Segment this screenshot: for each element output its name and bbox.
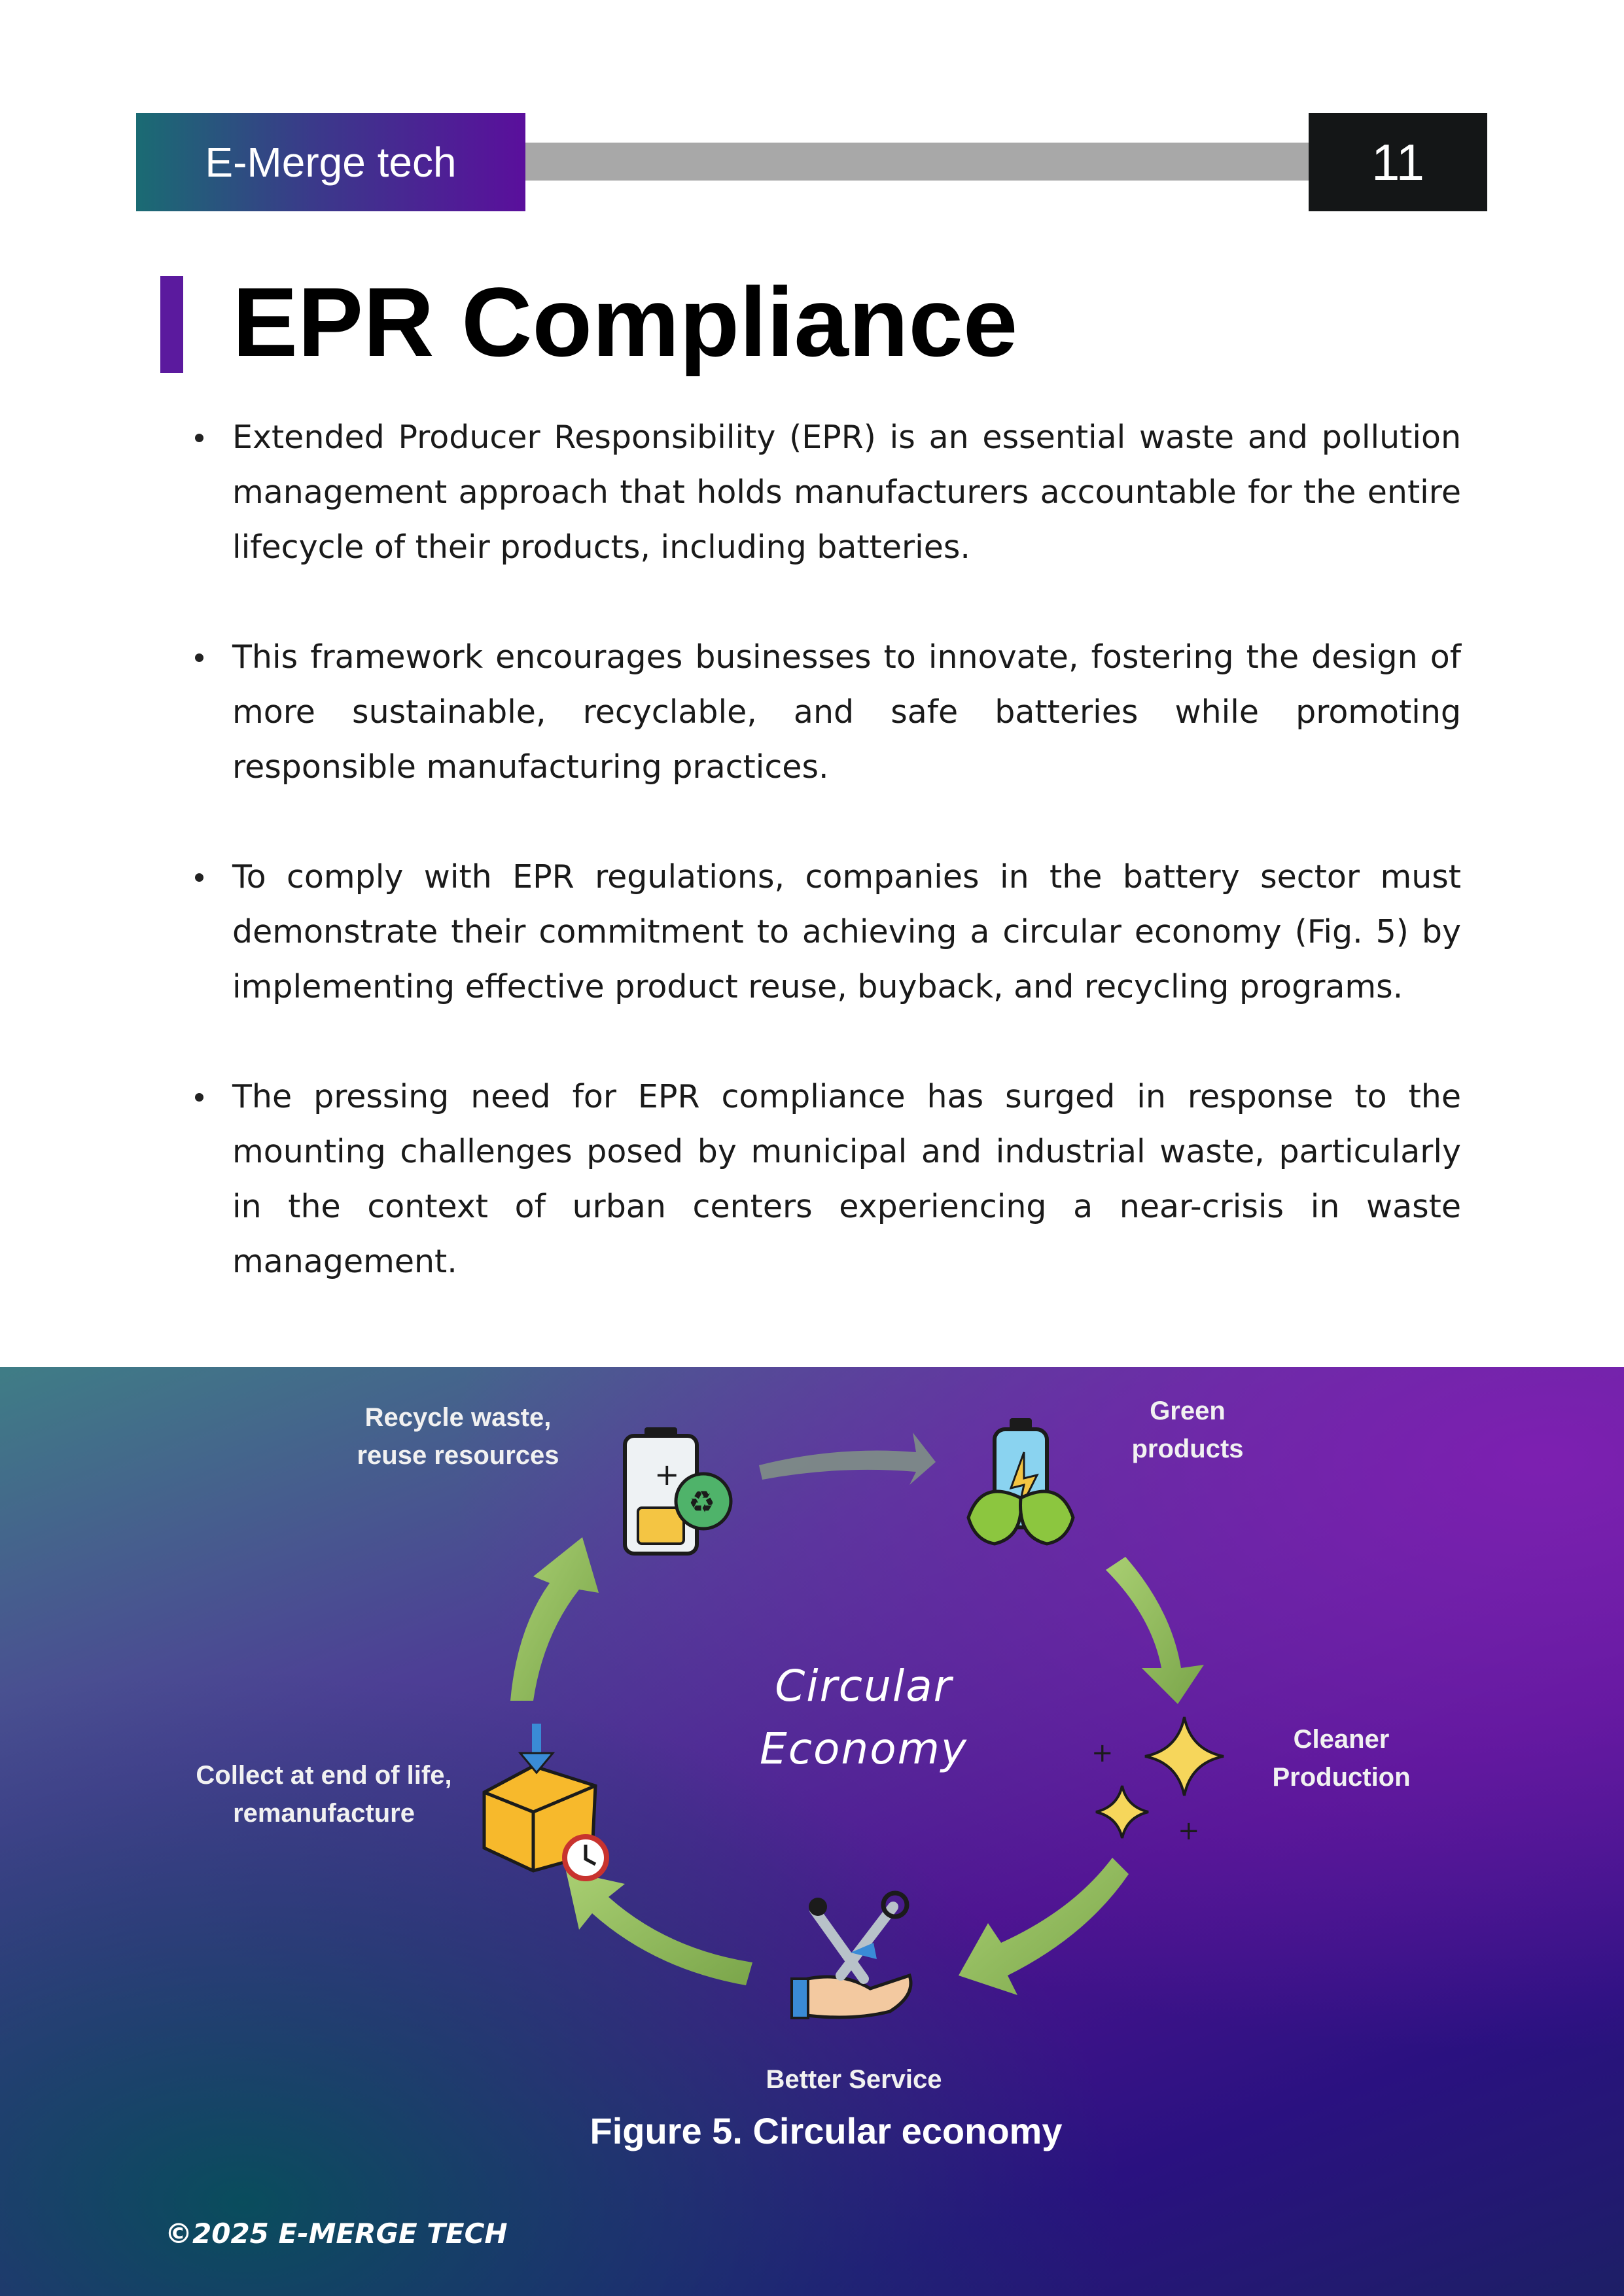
figure-caption: Figure 5. Circular economy xyxy=(590,2110,1063,2151)
bullet-text: This framework encourages businesses to innovate, fostering the design of more sustainable, recyclable, and safe batteries while promoting responsible manufacturing practices. xyxy=(232,638,1461,786)
page-number: 11 xyxy=(1371,133,1424,191)
arrow-collect-to-recycle xyxy=(510,1537,599,1701)
brand-badge xyxy=(136,113,525,211)
arrow-recycle-to-green xyxy=(759,1433,936,1485)
bullet-text: To comply with EPR regulations, companies in the battery sector must demonstrate their commitment to achieving a circular economy (Fig. 5) by implementing effective product reuse, buyback, and recycling programs. xyxy=(232,858,1461,1005)
page-title: EPR Compliance xyxy=(232,267,1018,377)
bullet-dot-icon xyxy=(195,1093,203,1102)
svg-text:♻: ♻ xyxy=(688,1484,716,1520)
stage-label-green: Green products xyxy=(1131,1397,1244,1463)
circular-economy-center-label: Circular Economy xyxy=(760,1661,968,1774)
stage-label-cleaner: Cleaner Production xyxy=(1272,1725,1411,1792)
copyright-footer: ©2025 E-MERGE TECH xyxy=(165,2218,508,2250)
battery-leaf-icon xyxy=(968,1418,1073,1544)
title-accent-bar xyxy=(160,276,183,373)
arrow-green-to-cleaner xyxy=(1106,1557,1204,1704)
stage-label-collect: Collect at end of life, remanufacture xyxy=(196,1761,452,1828)
list-item xyxy=(232,1070,1461,1289)
bullet-dot-icon xyxy=(195,434,203,442)
brand-name: E-Merge tech xyxy=(205,139,457,186)
bullet-text: Extended Producer Responsibility (EPR) is an essential waste and pollution management approach that holds manufacturers accountable for the entire lifecycle of their products, including batteries. xyxy=(232,419,1461,566)
bullet-text: The pressing need for EPR compliance has surged in response to the mounting challenges posed by municipal and industrial waste, particularly in the context of urban centers experiencing a near-crisis in waste management. xyxy=(232,1078,1461,1280)
list-item xyxy=(232,630,1461,795)
bullet-dot-icon xyxy=(195,873,203,882)
bullet-list xyxy=(232,410,1461,1344)
box-clock-icon xyxy=(484,1724,607,1879)
stage-label-recycle: Recycle waste, reuse resources xyxy=(357,1403,559,1470)
circular-economy-figure xyxy=(0,1367,1624,2296)
arrow-cleaner-to-service xyxy=(959,1858,1129,1995)
bullet-dot-icon xyxy=(195,653,203,662)
tools-hand-icon xyxy=(792,1893,911,2018)
stage-label-service: Better Service xyxy=(766,2065,942,2094)
svg-text:+: + xyxy=(1178,1816,1200,1846)
header-divider-bar xyxy=(525,143,1311,181)
battery-recycle-icon xyxy=(625,1427,731,1554)
arrow-service-to-collect xyxy=(566,1871,752,1985)
svg-text:+: + xyxy=(654,1457,680,1492)
sparkles-icon xyxy=(1091,1717,1224,1846)
list-item xyxy=(232,850,1461,1015)
list-item xyxy=(232,410,1461,575)
svg-text:+: + xyxy=(1091,1738,1114,1768)
page-number-badge xyxy=(1309,113,1487,211)
